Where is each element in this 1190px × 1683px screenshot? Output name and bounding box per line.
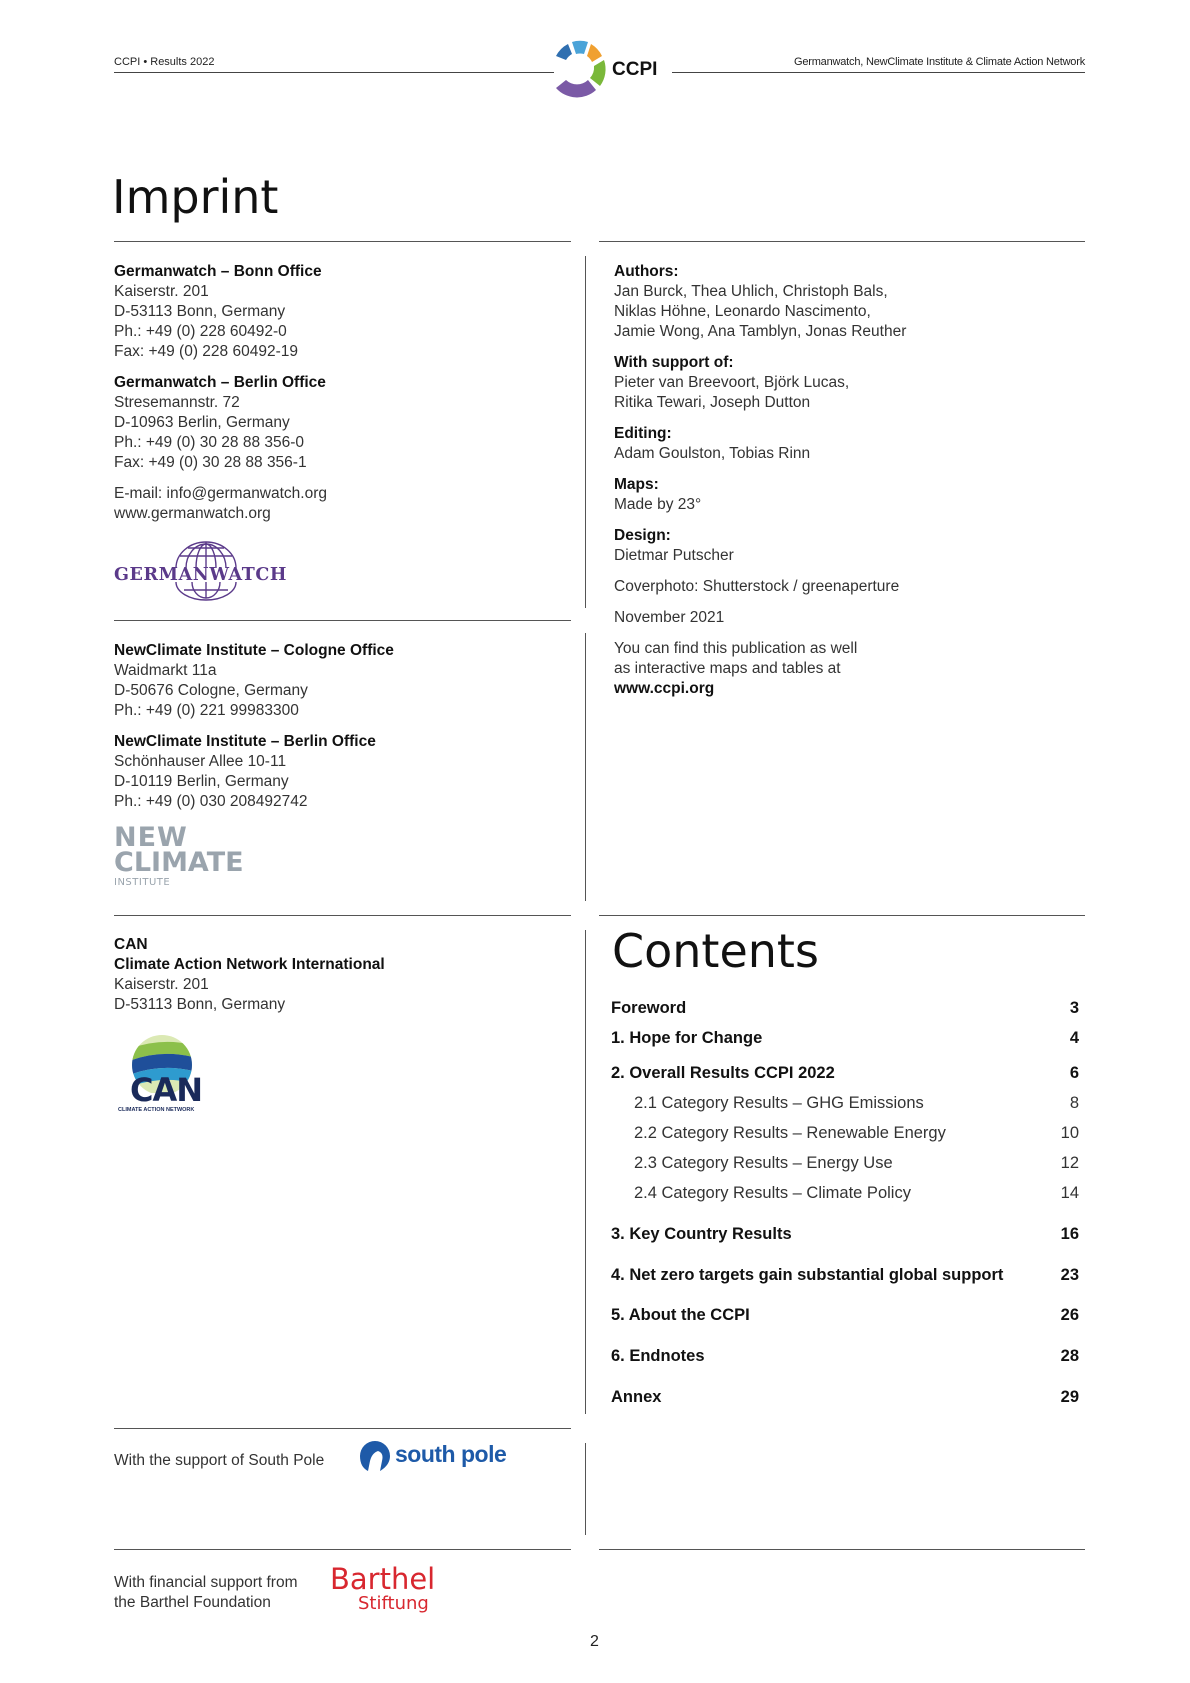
can-block bbox=[114, 935, 385, 1015]
germanwatch-bonn-block bbox=[114, 262, 327, 524]
toc-label: 2.3 Category Results – Energy Use bbox=[634, 1154, 893, 1172]
find-line-2: as interactive maps and tables at bbox=[614, 660, 841, 677]
ccpi-logo-icon bbox=[548, 38, 610, 104]
ccpi-logo-text: CCPI bbox=[612, 59, 658, 80]
newclimate-berlin-heading: NewClimate Institute – Berlin Office bbox=[114, 733, 376, 750]
toc-label: 2.4 Category Results – Climate Policy bbox=[634, 1184, 911, 1202]
barthel-logo-text: Barthel bbox=[330, 1562, 436, 1596]
rule-top-right bbox=[599, 241, 1085, 242]
can-logo-text: CAN bbox=[130, 1071, 203, 1109]
editing-label: Editing: bbox=[614, 425, 672, 442]
vrule-3 bbox=[585, 930, 586, 1414]
south-pole-support-text: With the support of South Pole bbox=[114, 1452, 325, 1469]
toc-label: 6. Endnotes bbox=[611, 1347, 705, 1365]
toc-page: 6 bbox=[1069, 1064, 1079, 1082]
rule-left-1 bbox=[114, 620, 571, 621]
fax-line: Fax: +49 (0) 30 28 88 356-1 bbox=[114, 454, 307, 471]
toc-page: 29 bbox=[1060, 1388, 1079, 1406]
address-line: Kaiserstr. 201 bbox=[114, 283, 209, 300]
toc-page: 4 bbox=[1069, 1029, 1079, 1047]
stiftung-logo-text: Stiftung bbox=[358, 1593, 429, 1614]
rule-left-3 bbox=[114, 1428, 571, 1429]
authors-line: Niklas Höhne, Leonardo Nascimento, bbox=[614, 303, 871, 320]
toc-item-ghg-emissions[interactable] bbox=[634, 1094, 1079, 1113]
address-line: Kaiserstr. 201 bbox=[114, 976, 209, 993]
newclimate-logo-line1: NEW bbox=[114, 822, 188, 853]
vrule-2 bbox=[585, 633, 586, 901]
germanwatch-logo-text: GERMANWATCH bbox=[114, 565, 288, 585]
toc-page: 3 bbox=[1069, 999, 1079, 1017]
toc-item-energy-use[interactable] bbox=[634, 1154, 1079, 1173]
vrule-4 bbox=[585, 1443, 586, 1535]
authors-line: Jan Burck, Thea Uhlich, Christoph Bals, bbox=[614, 283, 888, 300]
toc-item-foreword[interactable] bbox=[611, 999, 1079, 1018]
newclimate-block bbox=[114, 641, 394, 812]
address-line: Stresemannstr. 72 bbox=[114, 394, 240, 411]
authors-line: Jamie Wong, Ana Tamblyn, Jonas Reuther bbox=[614, 323, 907, 340]
toc-page: 16 bbox=[1060, 1225, 1079, 1243]
toc-item-renewable-energy[interactable] bbox=[634, 1124, 1079, 1143]
toc-page: 28 bbox=[1060, 1347, 1079, 1365]
phone-line: Ph.: +49 (0) 228 60492-0 bbox=[114, 323, 287, 340]
rule-top-left bbox=[114, 241, 571, 242]
south-pole-logo-text: south pole bbox=[395, 1441, 507, 1467]
toc-item-net-zero-targets[interactable] bbox=[611, 1266, 1079, 1285]
rule-bottom-right bbox=[599, 1549, 1085, 1550]
address-line: Waidmarkt 11a bbox=[114, 662, 217, 679]
fax-line: Fax: +49 (0) 228 60492-19 bbox=[114, 343, 298, 360]
toc-label: 2. Overall Results CCPI 2022 bbox=[611, 1064, 835, 1082]
toc-label: 3. Key Country Results bbox=[611, 1225, 792, 1243]
phone-line: Ph.: +49 (0) 030 208492742 bbox=[114, 793, 308, 810]
germanwatch-bonn-heading: Germanwatch – Bonn Office bbox=[114, 263, 322, 280]
support-line: Ritika Tewari, Joseph Dutton bbox=[614, 394, 811, 411]
toc-label: 5. About the CCPI bbox=[611, 1306, 750, 1324]
page-number: 2 bbox=[590, 1633, 599, 1650]
barthel-logo bbox=[330, 1563, 440, 1621]
can-logo-subtext: CLIMATE ACTION NETWORK bbox=[118, 1107, 195, 1113]
address-line: D-53113 Bonn, Germany bbox=[114, 996, 286, 1013]
rule-bottom-left bbox=[114, 1549, 571, 1550]
address-line: D-10119 Berlin, Germany bbox=[114, 773, 289, 790]
design-label: Design: bbox=[614, 527, 671, 544]
toc-label: Foreword bbox=[611, 999, 687, 1017]
imprint-title: Imprint bbox=[112, 170, 279, 224]
phone-line: Ph.: +49 (0) 221 99983300 bbox=[114, 702, 299, 719]
germanwatch-logo bbox=[114, 538, 288, 602]
can-full-name: Climate Action Network International bbox=[114, 956, 385, 973]
toc-label: 2.2 Category Results – Renewable Energy bbox=[634, 1124, 946, 1142]
toc-item-climate-policy[interactable] bbox=[634, 1184, 1079, 1203]
can-heading: CAN bbox=[114, 936, 148, 953]
toc-item-overall-results[interactable] bbox=[611, 1064, 1079, 1083]
germanwatch-berlin-heading: Germanwatch – Berlin Office bbox=[114, 374, 326, 391]
header-rule-right bbox=[672, 72, 1085, 73]
maps-line: Made by 23° bbox=[614, 496, 702, 513]
publication-date: November 2021 bbox=[614, 609, 725, 626]
contents-title: Contents bbox=[612, 924, 819, 978]
toc-item-endnotes[interactable] bbox=[611, 1347, 1079, 1366]
toc-page: 26 bbox=[1060, 1306, 1079, 1324]
toc-page: 10 bbox=[1060, 1124, 1079, 1142]
toc-page: 23 bbox=[1060, 1266, 1079, 1284]
toc-label: 1. Hope for Change bbox=[611, 1029, 763, 1047]
email-link[interactable]: E-mail: info@germanwatch.org bbox=[114, 485, 328, 502]
ccpi-logo bbox=[548, 38, 610, 104]
toc-page: 12 bbox=[1060, 1154, 1079, 1172]
ccpi-website-link[interactable]: www.ccpi.org bbox=[614, 680, 715, 697]
toc-item-key-country-results[interactable] bbox=[611, 1225, 1079, 1244]
design-line: Dietmar Putscher bbox=[614, 547, 734, 564]
toc-label: 4. Net zero targets gain substantial global support bbox=[611, 1266, 1004, 1284]
phone-line: Ph.: +49 (0) 30 28 88 356-0 bbox=[114, 434, 305, 451]
vrule-1 bbox=[585, 256, 586, 608]
maps-label: Maps: bbox=[614, 476, 659, 493]
address-line: D-50676 Cologne, Germany bbox=[114, 682, 308, 699]
header-right: Germanwatch, NewClimate Institute & Climate Action Network bbox=[793, 56, 1085, 68]
toc-item-hope-for-change[interactable] bbox=[611, 1029, 1079, 1048]
barthel-line: With financial support from bbox=[114, 1574, 298, 1591]
support-line: Pieter van Breevoort, Björk Lucas, bbox=[614, 374, 850, 391]
header-left: CCPI • Results 2022 bbox=[114, 56, 215, 68]
can-logo bbox=[114, 1033, 214, 1117]
barthel-support-text bbox=[114, 1573, 298, 1613]
toc-label: Annex bbox=[611, 1388, 662, 1406]
support-label: With support of: bbox=[614, 354, 734, 371]
toc-item-annex[interactable] bbox=[611, 1388, 1079, 1407]
header-rule-left bbox=[114, 72, 554, 73]
toc-item-about-ccpi[interactable] bbox=[611, 1306, 1079, 1325]
credits-block bbox=[614, 262, 906, 699]
address-line: D-53113 Bonn, Germany bbox=[114, 303, 286, 320]
rule-left-2 bbox=[114, 915, 571, 916]
newclimate-cologne-heading: NewClimate Institute – Cologne Office bbox=[114, 642, 394, 659]
find-line-1: You can find this publication as well bbox=[614, 640, 858, 657]
coverphoto-credit: Coverphoto: Shutterstock / greenaperture bbox=[614, 578, 900, 595]
south-pole-icon bbox=[358, 1439, 392, 1473]
toc-page: 14 bbox=[1060, 1184, 1079, 1202]
authors-label: Authors: bbox=[614, 263, 679, 280]
south-pole-logo bbox=[358, 1439, 508, 1473]
address-line: Schönhauser Allee 10-11 bbox=[114, 753, 287, 770]
newclimate-logo bbox=[114, 822, 254, 890]
barthel-line: the Barthel Foundation bbox=[114, 1594, 271, 1611]
newclimate-logo-line3: INSTITUTE bbox=[114, 877, 171, 888]
toc-page: 8 bbox=[1069, 1094, 1079, 1112]
editing-line: Adam Goulston, Tobias Rinn bbox=[614, 445, 811, 462]
address-line: D-10963 Berlin, Germany bbox=[114, 414, 290, 431]
newclimate-logo-line2: CLIMATE bbox=[114, 847, 244, 878]
toc-label: 2.1 Category Results – GHG Emissions bbox=[634, 1094, 924, 1112]
website-link[interactable]: www.germanwatch.org bbox=[114, 505, 271, 522]
rule-right-2 bbox=[599, 915, 1085, 916]
